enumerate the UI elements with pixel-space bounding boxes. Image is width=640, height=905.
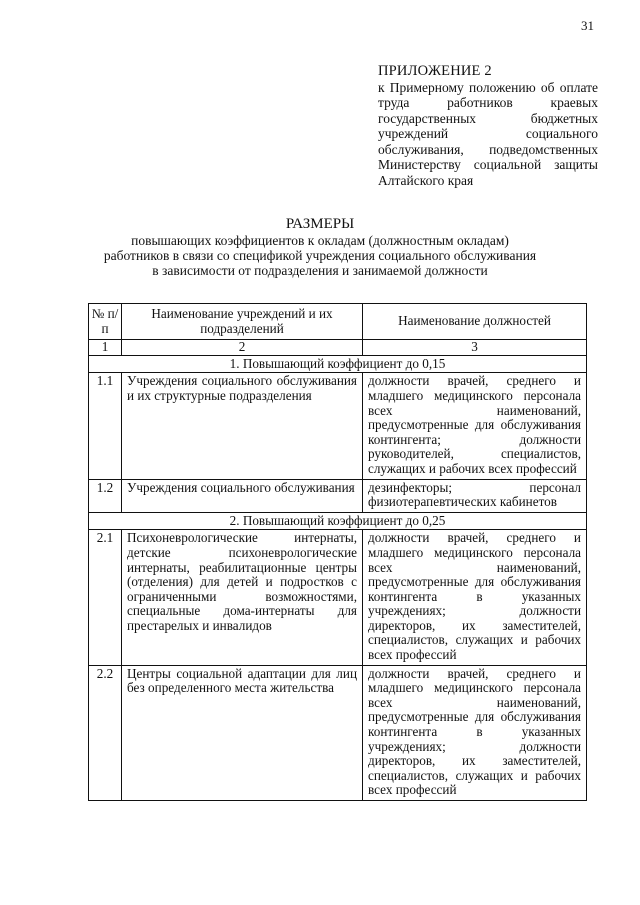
- table-index-row: [89, 340, 587, 356]
- index-cell: 1: [89, 340, 122, 356]
- row-number: 2.1: [89, 530, 122, 665]
- table-row: [89, 373, 587, 479]
- header-number: № п/п: [89, 304, 122, 340]
- appendix-text: к Примерному положению об оплате труда работников краевых государственных бюджетных учреждений социального обслуживания, подведомственных Министерству социальной защиты Алтайского края: [378, 79, 598, 188]
- row-institution: Психоневрологические интернаты, детские психоневрологические интернаты, реабилитационные центры (отделения) для детей и подростков с ограниченными возможностями, специальные дома-интернаты для престарелых и инвалидов: [122, 530, 363, 665]
- row-institution: Учреждения социального обслуживания и их структурные подразделения: [122, 373, 363, 479]
- header-positions: Наименование должностей: [363, 304, 587, 340]
- row-positions: должности врачей, среднего и младшего медицинского персонала всех наименований, предусмотренные для обслуживания контингента; должности руководителей, специалистов, служащих и рабочих всех профессий: [363, 373, 587, 479]
- row-number: 2.2: [89, 665, 122, 800]
- heading-subtitle: повышающих коэффициентов к окладам (должностным окладам) работников в связи со спецификой учреждения социального обслуживания в зависимости от подразделения и занимаемой должности: [103, 233, 537, 278]
- coefficients-table: [88, 303, 587, 801]
- header-institution: Наименование учреждений и их подразделений: [122, 304, 363, 340]
- section-row: [89, 512, 587, 530]
- page-number: 31: [581, 18, 594, 33]
- heading-title: РАЗМЕРЫ: [285, 216, 355, 232]
- table-row: [89, 665, 587, 800]
- row-number: 1.2: [89, 479, 122, 512]
- appendix-title: ПРИЛОЖЕНИЕ 2: [378, 63, 492, 79]
- index-cell: 2: [122, 340, 363, 356]
- table-header-row: [89, 304, 587, 340]
- row-positions: должности врачей, среднего и младшего медицинского персонала всех наименований, предусмотренные для обслуживания контингента в указанных учреждениях; должности директоров, их заместителей, специалистов, служащих и рабочих всех профессий: [363, 665, 587, 800]
- section-title: 2. Повышающий коэффициент до 0,25: [89, 512, 587, 530]
- row-institution: Центры социальной адаптации для лиц без определенного места жительства: [122, 665, 363, 800]
- row-institution: Учреждения социального обслуживания: [122, 479, 363, 512]
- row-number: 1.1: [89, 373, 122, 479]
- section-row: [89, 355, 587, 373]
- index-cell: 3: [363, 340, 587, 356]
- appendix-block: [378, 64, 598, 188]
- table-row: [89, 530, 587, 665]
- section-title: 1. Повышающий коэффициент до 0,15: [89, 355, 587, 373]
- table-row: [89, 479, 587, 512]
- row-positions: дезинфекторы; персонал физиотерапевтических кабинетов: [363, 479, 587, 512]
- document-heading: [100, 216, 540, 278]
- row-positions: должности врачей, среднего и младшего медицинского персонала всех наименований, предусмотренные для обслуживания контингента в указанных учреждениях; должности директоров, их заместителей, специалистов, служащих и рабочих всех профессий: [363, 530, 587, 665]
